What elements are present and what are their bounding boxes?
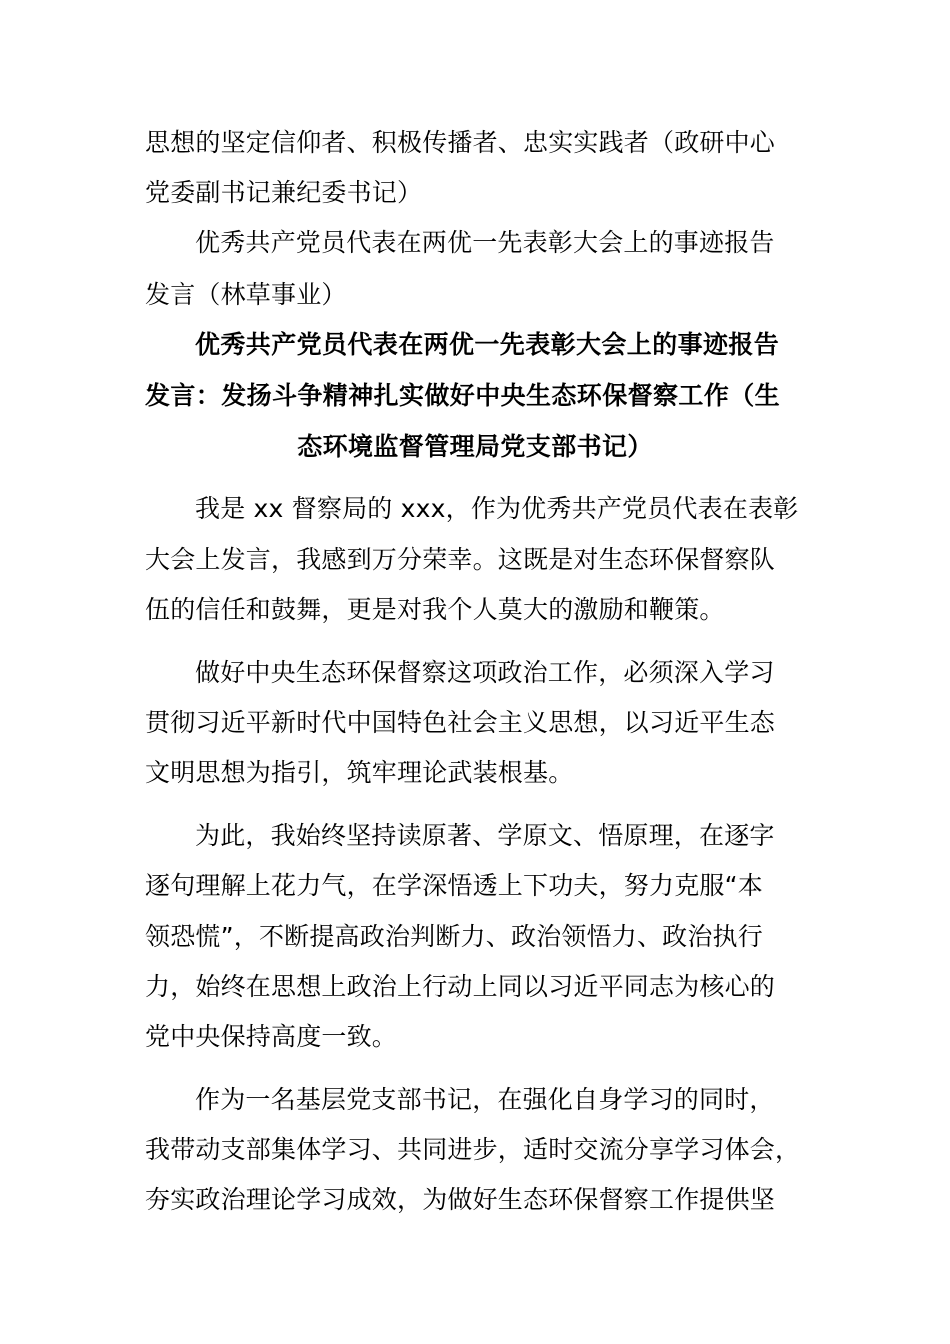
related-article-line-1: 优秀共产党员代表在两优一先表彰大会上的事迹报告 bbox=[195, 228, 775, 257]
paragraph-1-line-1: 我是 xx 督察局的 xxx，作为优秀共产党员代表在表彰 bbox=[195, 494, 799, 523]
intro-line-2: 党委副书记兼纪委书记） bbox=[145, 178, 423, 207]
paragraph-1-line-2: 大会上发言，我感到万分荣幸。这既是对生态环保督察队 bbox=[145, 545, 776, 574]
intro-line-1: 思想的坚定信仰者、积极传播者、忠实实践者（政研中心 bbox=[145, 128, 776, 157]
paragraph-3-line-5: 党中央保持高度一致。 bbox=[145, 1022, 398, 1051]
paragraph-1-line-3: 伍的信任和鼓舞，更是对我个人莫大的激励和鞭策。 bbox=[145, 595, 725, 624]
section-heading-line-1: 优秀共产党员代表在两优一先表彰大会上的事迹报告 bbox=[195, 330, 780, 359]
paragraph-4-line-3: 夯实政治理论学习成效，为做好生态环保督察工作提供坚 bbox=[145, 1185, 776, 1214]
section-heading-line-2: 发言：发扬斗争精神扎实做好中央生态环保督察工作（生 bbox=[145, 381, 781, 410]
paragraph-2-line-2: 贯彻习近平新时代中国特色社会主义思想，以习近平生态 bbox=[145, 708, 776, 737]
paragraph-3-line-1: 为此，我始终坚持读原著、学原文、悟原理，在逐字 bbox=[195, 821, 775, 850]
paragraph-3-line-2: 逐句理解上花力气，在学深悟透上下功夫，努力克服“本 bbox=[145, 871, 763, 900]
paragraph-2-line-3: 文明思想为指引，筑牢理论武装根基。 bbox=[145, 758, 574, 787]
paragraph-4-line-1: 作为一名基层党支部书记，在强化自身学习的同时， bbox=[195, 1085, 775, 1114]
paragraph-2-line-1: 做好中央生态环保督察这项政治工作，必须深入学习 bbox=[195, 658, 775, 687]
section-heading-line-3: 态环境监督管理局党支部书记） bbox=[297, 432, 653, 461]
paragraph-4-line-2: 我带动支部集体学习、共同进步，适时交流分享学习体会， bbox=[145, 1135, 801, 1164]
paragraph-3-line-3: 领恐慌”，不断提高政治判断力、政治领悟力、政治执行 bbox=[145, 922, 763, 951]
paragraph-3-line-4: 力，始终在思想上政治上行动上同以习近平同志为核心的 bbox=[145, 972, 776, 1001]
related-article-line-2: 发言（林草事业） bbox=[145, 280, 347, 309]
